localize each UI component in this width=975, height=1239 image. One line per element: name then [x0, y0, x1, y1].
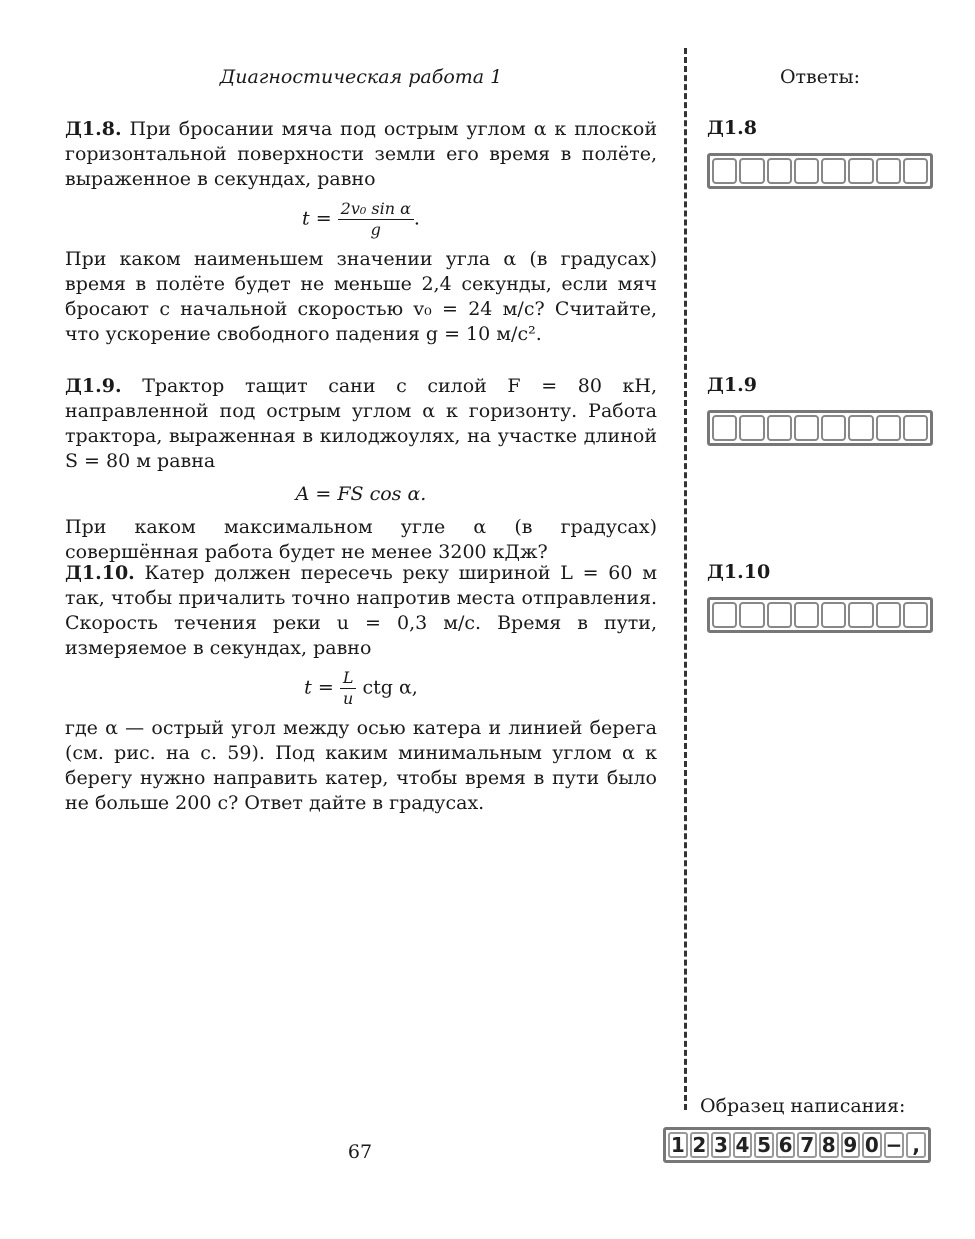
sample-char: −	[885, 1133, 903, 1157]
answer-cell[interactable]	[876, 602, 901, 628]
answer-cell[interactable]	[712, 158, 737, 184]
fraction-denominator: g	[370, 220, 381, 239]
answer-cell[interactable]	[876, 415, 901, 441]
fraction-numerator: L	[340, 669, 357, 689]
fraction-numerator: 2v₀ sin α	[338, 200, 414, 220]
problem-question: где α — острый угол между осью катера и линией берега (см. рис. на с. 59). Под каким минимальным углом α к берегу нужно направить катер, чтобы время в пути было не больше 200 с? Ответ дайте в градусах.	[65, 717, 657, 814]
answer-cell[interactable]	[794, 158, 819, 184]
sample-char: 1	[668, 1132, 688, 1158]
answer-cell[interactable]	[767, 158, 792, 184]
problem-id: Д1.10.	[65, 562, 135, 584]
formula-lhs: t =	[304, 676, 334, 699]
answer-cell[interactable]	[767, 602, 792, 628]
formula: A = FS cos α.	[295, 483, 427, 505]
formula-lhs: t =	[302, 207, 332, 230]
page-number: 67	[347, 1141, 373, 1163]
sample-char: 0	[862, 1132, 882, 1158]
answer-cell[interactable]	[821, 602, 846, 628]
fraction-denominator: u	[342, 689, 354, 708]
dashed-divider	[684, 48, 687, 1110]
answer-label-d1-9: Д1.9	[707, 374, 757, 396]
formula-tail: .	[413, 207, 420, 230]
problem-question: При каком наименьшем значении угла α (в градусах) время в полёте будет не меньше 2,4 секунды, если мяч бросают с начальной скоростью v₀ = 24 м/с? Считайте, что ускорение свободного падения g = 10 м/с².	[65, 248, 657, 345]
answer-cell[interactable]	[712, 602, 737, 628]
answer-cell[interactable]	[821, 415, 846, 441]
answer-cell[interactable]	[903, 415, 928, 441]
sample-char: 7	[797, 1132, 817, 1158]
sample-char: 4	[733, 1132, 753, 1158]
answer-cell[interactable]	[848, 158, 873, 184]
sample-char: 9	[841, 1132, 861, 1158]
problem-d1-8	[65, 117, 657, 347]
answer-boxes-d1-10[interactable]	[707, 597, 933, 633]
problem-question: При каком максимальном угле α (в градусах) совершённая работа будет не менее 3200 кДж?	[65, 516, 657, 563]
sample-writing-boxes	[663, 1127, 931, 1163]
problem-intro: Трактор тащит сани с силой F = 80 кН, направленной под острым углом α к горизонту. Работа трактора, выраженная в килоджоулях, на участке длиной S = 80 м равна	[65, 375, 657, 472]
fraction	[338, 200, 414, 239]
answer-cell[interactable]	[767, 415, 792, 441]
fraction	[340, 669, 357, 708]
answer-cell[interactable]	[876, 158, 901, 184]
answer-label-d1-10: Д1.10	[707, 561, 771, 583]
answer-boxes-d1-9[interactable]	[707, 410, 933, 446]
answer-cell[interactable]	[739, 158, 764, 184]
answer-cell[interactable]	[794, 602, 819, 628]
answer-cell[interactable]	[848, 415, 873, 441]
sample-char: 3	[711, 1132, 731, 1158]
problem-id: Д1.9.	[65, 375, 122, 397]
answer-cell[interactable]	[903, 158, 928, 184]
problem-id: Д1.8.	[65, 118, 122, 140]
answer-label-d1-8: Д1.8	[707, 117, 757, 139]
formula-tail: ctg α,	[362, 676, 418, 699]
problem-intro: Катер должен пересечь реку шириной L = 60 м так, чтобы причалить точно напротив места отправления. Скорость течения реки u = 0,3 м/с. Время в пути, измеряемое в секундах, равно	[65, 562, 657, 659]
answer-cell[interactable]	[848, 602, 873, 628]
answer-cell[interactable]	[794, 415, 819, 441]
answer-cell[interactable]	[821, 158, 846, 184]
answer-cell[interactable]	[712, 415, 737, 441]
sample-char: ,	[906, 1132, 926, 1158]
formula	[65, 200, 657, 239]
page-header: Диагностическая работа 1	[219, 66, 503, 88]
formula	[65, 669, 657, 708]
sample-char: 8	[819, 1132, 839, 1158]
problem-d1-10	[65, 561, 657, 816]
sample-char: 5	[754, 1132, 774, 1158]
answer-cell[interactable]	[739, 602, 764, 628]
problem-d1-9	[65, 374, 657, 565]
answers-title: Ответы:	[779, 66, 861, 88]
answer-cell[interactable]	[903, 602, 928, 628]
sample-char: 2	[690, 1132, 710, 1158]
answer-boxes-d1-8[interactable]	[707, 153, 933, 189]
problem-intro: При бросании мяча под острым углом α к плоской горизонтальной поверхности земли его время в полёте, выраженное в секундах, равно	[65, 118, 657, 190]
sample-label: Образец написания:	[700, 1095, 906, 1117]
answer-cell[interactable]	[739, 415, 764, 441]
sample-char: 6	[776, 1132, 796, 1158]
